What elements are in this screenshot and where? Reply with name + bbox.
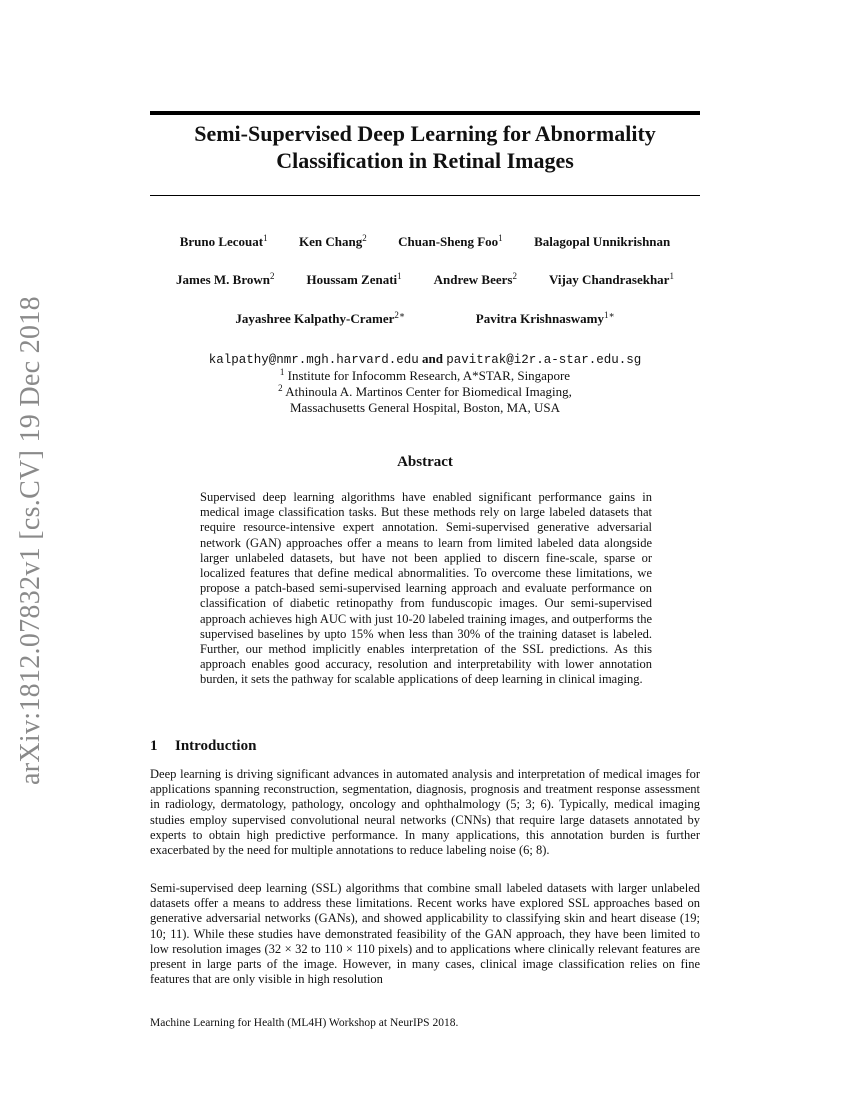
body-paragraph: Deep learning is driving significant advances in automated analysis and interpretation of medical images for applications spanning reconstruction, segmentation, diagnosis, prognosis and treatment response assessment in radiology, dermatology, pathology, oncology and ophthalmology (5; 3; 6). Typically, medical imaging studies employ supervised convolutional neural networks (CNNs) that require large datasets annotated by experts to obtain high predictive performance. In many applications, this annotation burden is further exacerbated by the need for multiple annotations to reduce labeling noise (6; 8). [150,767,700,858]
affiliation-mark: 1 [279,367,285,377]
author-name: Houssam Zenati [306,272,398,287]
affiliation-text: Athinoula A. Martinos Center for Biomedical Imaging, [285,384,572,399]
author-affiliation-mark: 1 [397,271,402,281]
author [476,311,615,327]
author-affiliation-mark: 1 [669,271,674,281]
contact-block [150,351,700,416]
section-number: 1 [150,738,158,754]
author [299,234,367,250]
email-link[interactable]: pavitrak@i2r.a-star.edu.sg [446,353,642,367]
email-conjunction: and [422,351,443,366]
author-name: James M. Brown [175,272,270,287]
author [180,234,268,250]
section-title: Introduction [175,738,257,754]
author-row-1 [150,234,700,250]
author-name: Bruno Lecouat [179,234,264,249]
author [235,311,405,327]
author [549,272,674,288]
affiliation-2 [150,384,700,400]
abstract-heading: Abstract [397,454,453,470]
email-line [150,351,700,368]
author [398,234,503,250]
title-rule-bottom [150,195,700,196]
author-affiliation-mark: 2 [512,271,517,281]
title-rule-top [150,111,700,115]
author-affiliation-mark: 1∗ [603,310,615,320]
author-row-3 [150,311,700,327]
author-affiliation-mark: 2 [270,271,275,281]
author-name: Ken Chang [299,234,363,249]
affiliation-text: Institute for Infocomm Research, A*STAR, Singapore [287,368,571,383]
paper-title [150,120,700,174]
arxiv-stamp: arXiv:1812.07832v1 [cs.CV] 19 Dec 2018 [15,296,46,785]
abstract-text: Supervised deep learning algorithms have enabled significant performance gains in medical image classification tasks. But these methods rely on large labeled datasets that require resource-intensive expert annotation. Semi-supervised generative adversarial network (GAN) approaches offer a means to learn from limited labeled data alongside larger unlabeled datasets, but have not been applied to discern fine-scale, sparse or localized features that define medical abnormalities. To overcome these limitations, we propose a patch-based semi-supervised learning approach and evaluate performance on classification of diabetic retinopathy from funduscopic images. Our semi-supervised approach achieves high AUC with just 10-20 labeled training images, and outperforms the supervised baselines by upto 15% when less than 30% of the training dataset is labeled. Further, our method implicitly enables interpretation of the SSL predictions. As this approach enables good accuracy, resolution and interpretability with lower annotation burden, it sets the pathway for scalable applications of deep learning in clinical imaging. [200,490,652,687]
author-name: Andrew Beers [433,272,513,287]
title-line-2: Classification in Retinal Images [276,148,574,173]
author-affiliation-mark: 2 [362,233,367,243]
affiliation-1 [150,368,700,384]
author [434,272,517,288]
author-affiliation-mark: 1 [263,233,268,243]
affiliation-mark: 2 [278,383,283,393]
author-name: Pavitra Krishnaswamy [475,311,604,326]
author-name: Balagopal Unnikrishnan [534,234,671,249]
affiliation-2-line-2: Massachusetts General Hospital, Boston, MA, USA [289,400,561,415]
author-name: Chuan-Sheng Foo [398,234,499,249]
author-affiliation-mark: 1 [498,233,503,243]
author [534,234,670,250]
author-name: Jayashree Kalpathy-Cramer [235,311,395,326]
footer-note: Machine Learning for Health (ML4H) Workshop at NeurIPS 2018. [150,1017,459,1029]
author [306,272,401,288]
body-paragraph: Semi-supervised deep learning (SSL) algorithms that combine small labeled datasets with larger unlabeled datasets offer a means to address these limitations. Recent works have explored SSL approaches based on generative adversarial networks (GANs), and showed applicability to classifying skin and heart disease (19; 10; 11). While these studies have demonstrated feasibility of the GAN approach, they have been limited to low resolution images (32 × 32 to 110 × 110 pixels) and to applications where clinically relevant features are present in large parts of the image. However, in many cases, clinical image classification relies on fine features that are only visible in high resolution [150,881,700,987]
author-affiliation-mark: 2∗ [394,310,405,320]
title-line-1: Semi-Supervised Deep Learning for Abnormality [194,121,656,146]
author [176,272,275,288]
section-heading [150,738,256,755]
email-link[interactable]: kalpathy@nmr.mgh.harvard.edu [208,353,419,367]
author-name: Vijay Chandrasekhar [548,272,670,287]
author-row-2 [150,272,700,288]
